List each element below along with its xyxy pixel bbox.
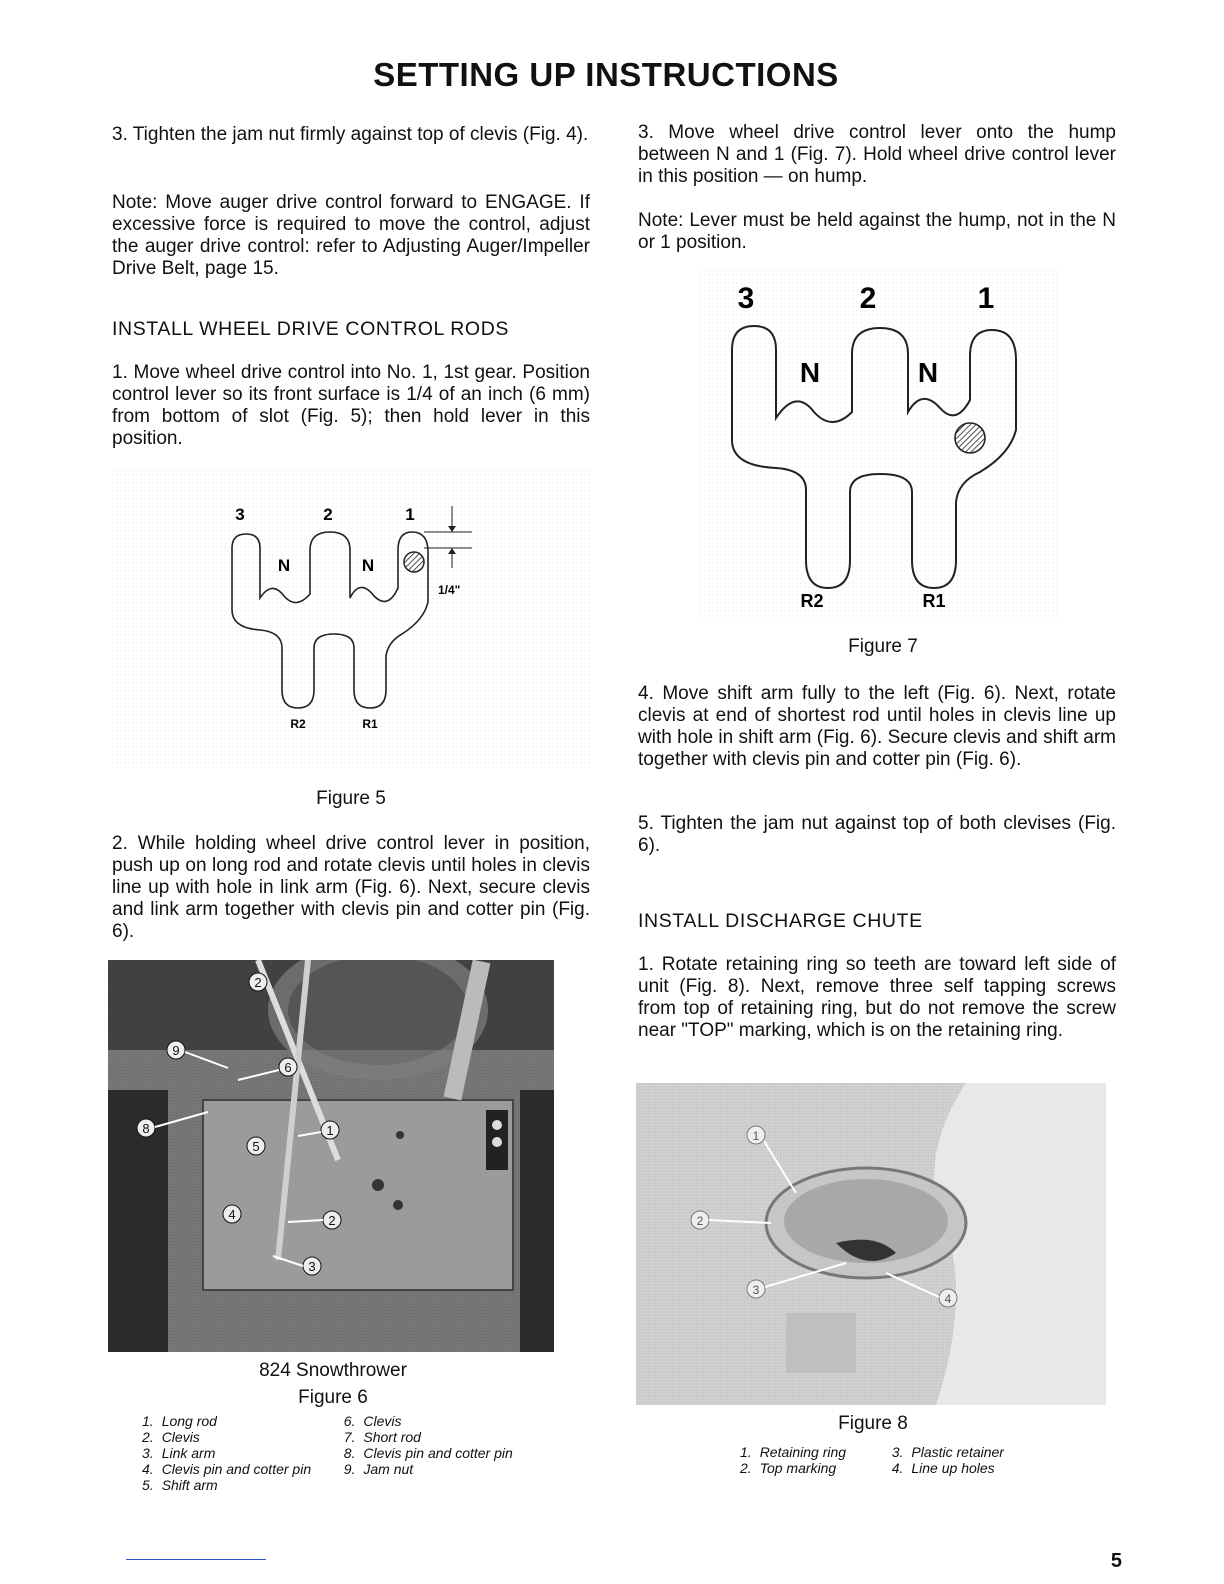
- figure8-photo: [636, 1083, 1106, 1405]
- reverse-label-r2: R2: [290, 717, 306, 731]
- gear-label-1: 1: [977, 282, 995, 315]
- gear-label-3: 3: [235, 505, 245, 524]
- left-step1: 1. Move wheel drive control into No. 1, 1st gear. Position control lever so its front surface is 1/4 of an inch (6 mm) from bottom of slot (Fig. 5); then hold lever in this position.: [112, 362, 590, 449]
- figure8-legend: 1. Retaining ring 3. Plastic retainer 2. Top marking 4. Line up holes: [740, 1444, 1004, 1476]
- callout: 2: [254, 975, 262, 990]
- callout: 1: [326, 1123, 334, 1138]
- section-heading-discharge-chute: INSTALL DISCHARGE CHUTE: [638, 910, 923, 932]
- neutral-label: N: [361, 556, 375, 575]
- reverse-label-r1: R1: [922, 591, 946, 611]
- gear-label-2: 2: [859, 282, 877, 315]
- callout: 2: [328, 1213, 336, 1228]
- page-number: 5: [1110, 1550, 1122, 1572]
- reverse-label-r2: R2: [800, 591, 824, 611]
- gear-label-2: 2: [323, 505, 333, 524]
- figure5-caption: Figure 5: [316, 788, 386, 809]
- left-note: [112, 192, 590, 280]
- left-step2: 2. While holding wheel drive control lever in position, push up on long rod and rotate clevis until holes in clevis line up with hole in link arm (Fig. 6). Next, secure clevis and link arm together with clevis pin and cotter pin (Fig. 6).: [112, 833, 590, 942]
- shift-lever-knob: [404, 552, 424, 572]
- gear-label-3: 3: [737, 282, 755, 315]
- footer-rule: [126, 1559, 266, 1560]
- right-note: [638, 210, 1116, 254]
- figure7-shift-pattern-diagram: [700, 270, 1060, 620]
- page-title: SETTING UP INSTRUCTIONS: [373, 56, 839, 93]
- figure7-caption: Figure 7: [848, 636, 918, 657]
- neutral-label: N: [277, 556, 291, 575]
- figure5-shift-pattern-diagram: [112, 470, 590, 770]
- note-text: Lever must be held against the hump, not in the N or 1 position.: [638, 210, 1117, 253]
- right-step4: 4. Move shift arm fully to the left (Fig. 6). Next, rotate clevis at end of shortest rod until holes in clevis line up with hole in shift arm (Fig. 6). Secure clevis and shift arm together with clevis pin and cotter pin (Fig. 6).: [638, 683, 1116, 770]
- callout: 4: [944, 1292, 952, 1306]
- right-step5: 5. Tighten the jam nut against top of both clevises (Fig. 6).: [638, 813, 1116, 856]
- shift-lever-knob: [955, 423, 985, 453]
- callout: 3: [752, 1283, 760, 1297]
- figure6-subtitle: 824 Snowthrower: [259, 1360, 407, 1381]
- callout: 2: [696, 1214, 704, 1228]
- callout: 5: [252, 1139, 260, 1154]
- chute-step1: 1. Rotate retaining ring so teeth are toward left side of unit (Fig. 8). Next, remove three self tapping screws from top of retaining ring, but do not remove the screw near "TOP" marking, which is on the retaining ring.: [638, 954, 1116, 1041]
- note-label: Note:: [638, 210, 684, 231]
- figure6-legend: 1. Long rod 6. Clevis 2. Clevis 7. Short rod 3. Link arm 8. Clevis pin and cotter pin 4. Clevis pin and cotter pin 9. Jam nut 5. Shift arm: [142, 1413, 513, 1493]
- right-step3: 3. Move wheel drive control lever onto the hump between N and 1 (Fig. 7). Hold wheel drive control lever in this position — on hump.: [638, 122, 1116, 187]
- figure6-photo: [108, 960, 554, 1352]
- left-step3: 3. Tighten the jam nut firmly against top of clevis (Fig. 4).: [112, 124, 589, 145]
- note-text: Move auger drive control forward to ENGAGE. If excessive force is required to move the control, adjust the auger drive control: refer to Adjusting Auger/Impeller Drive Belt, page 15.: [112, 192, 590, 279]
- figure6-caption: Figure 6: [298, 1387, 368, 1408]
- figure8-caption: Figure 8: [838, 1413, 908, 1434]
- gear-label-1: 1: [405, 505, 415, 524]
- neutral-label: N: [799, 357, 821, 388]
- right-track: [520, 1090, 554, 1352]
- callout: 6: [284, 1060, 292, 1075]
- callout: 8: [142, 1121, 150, 1136]
- reverse-label-r1: R1: [362, 717, 378, 731]
- note-label: Note:: [112, 192, 158, 213]
- callout: 4: [228, 1207, 236, 1222]
- callout: 9: [172, 1043, 180, 1058]
- section-heading-wheel-drive: INSTALL WHEEL DRIVE CONTROL RODS: [112, 318, 509, 340]
- dimension-label: 1/4": [438, 583, 461, 597]
- callout: 1: [752, 1129, 760, 1143]
- neutral-label: N: [917, 357, 939, 388]
- control-panel: [203, 1100, 513, 1290]
- callout: 3: [308, 1259, 316, 1274]
